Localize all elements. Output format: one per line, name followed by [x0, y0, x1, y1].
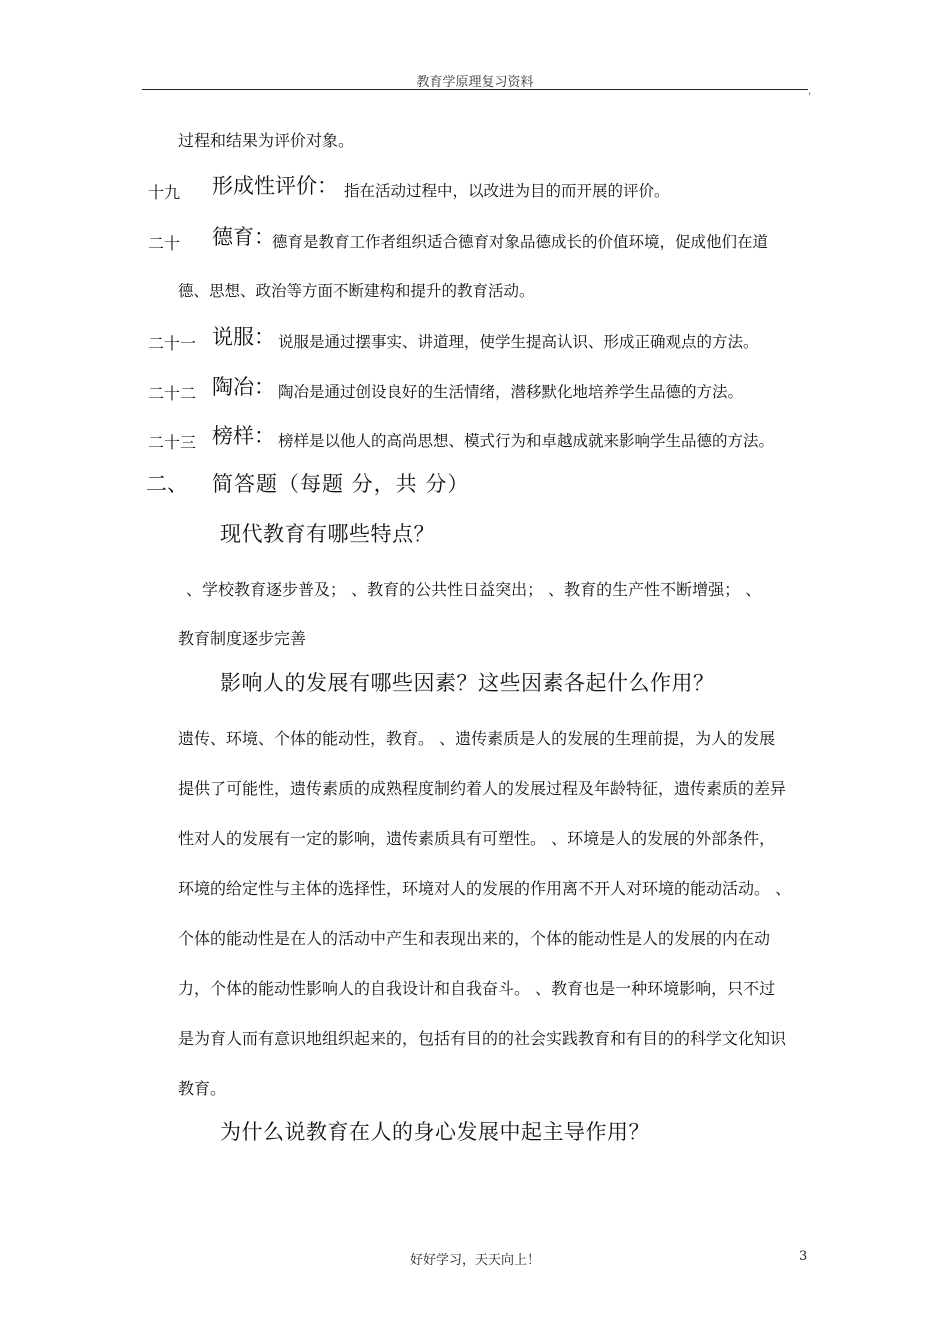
entry-term: 说服： — [212, 325, 275, 349]
entry-number: 二十 — [148, 234, 181, 253]
header-divider — [142, 89, 808, 90]
entry-term: 形成性评价： — [212, 174, 338, 198]
entry-definition: 榜样是以他人的高尚思想、模式行为和卓越成就来影响学生品德的方法。 — [278, 432, 775, 450]
entry-term: 德育： — [212, 225, 275, 249]
answer-line: 提供了可能性，遗传素质的成熟程度制约着人的发展过程及年龄特征，遗传素质的差异 — [178, 779, 787, 798]
answer-line: 是为育人而有意识地组织起来的，包括有目的的社会实践教育和有目的的科学文化知识 — [178, 1029, 787, 1048]
entry-definition: 陶冶是通过创设良好的生活情绪，潜移默化地培养学生品德的方法。 — [278, 383, 744, 401]
question-heading: 现代教育有哪些特点？ — [220, 522, 435, 546]
answer-line: 环境的给定性与主体的选择性，环境对人的发展的作用离不开人对环境的能动活动。 、 — [178, 879, 792, 898]
continued-definition-line: 过程和结果为评价对象。 — [178, 131, 355, 150]
answer-line: 教育。 — [178, 1079, 227, 1098]
answer-line: 教育制度逐步完善 — [178, 629, 307, 648]
answer-line: 、学校教育逐步普及； 、教育的公共性日益突出； 、教育的生产性不断增强； 、 — [186, 580, 762, 599]
header-mark: , — [808, 86, 812, 97]
question-heading: 为什么说教育在人的身心发展中起主导作用？ — [220, 1120, 650, 1144]
answer-line: 性对人的发展有一定的影响，遗传素质具有可塑性。 、环境是人的发展的外部条件， — [178, 829, 776, 848]
entry-number: 十九 — [148, 183, 181, 202]
page-number: 3 — [799, 1249, 808, 1264]
page-header-title: 教育学原理复习资料 — [416, 75, 534, 90]
answer-line: 力，个体的能动性影响人的自我设计和自我奋斗。 、教育也是一种环境影响，只不过 — [178, 979, 776, 998]
entry-term: 榜样： — [212, 424, 275, 448]
entry-definition-continuation: 德、思想、政治等方面不断建构和提升的教育活动。 — [178, 282, 535, 300]
entry-definition: 说服是通过摆事实、讲道理，使学生提高认识、形成正确观点的方法。 — [278, 333, 759, 351]
entry-definition: 德育是教育工作者组织适合德育对象品德成长的价值环境，促成他们在道 — [272, 233, 769, 251]
question-heading: 影响人的发展有哪些因素？这些因素各起什么作用？ — [220, 671, 715, 695]
answer-line: 遗传、环境、个体的能动性，教育。 、遗传素质是人的发展的生理前提，为人的发展 — [178, 729, 776, 748]
page-footer-motto: 好好学习，天天向上！ — [409, 1253, 540, 1268]
section-title: 简答题（每题 分，共 分） — [212, 472, 470, 496]
section-number: 二、 — [146, 472, 188, 496]
entry-term: 陶冶： — [212, 375, 275, 399]
entry-number: 二十一 — [148, 334, 197, 353]
entry-number: 二十二 — [148, 384, 197, 403]
entry-number: 二十三 — [148, 433, 197, 452]
entry-definition: 指在活动过程中，以改进为目的而开展的评价。 — [344, 182, 670, 200]
answer-line: 个体的能动性是在人的活动中产生和表现出来的，个体的能动性是人的发展的内在动 — [178, 929, 771, 948]
